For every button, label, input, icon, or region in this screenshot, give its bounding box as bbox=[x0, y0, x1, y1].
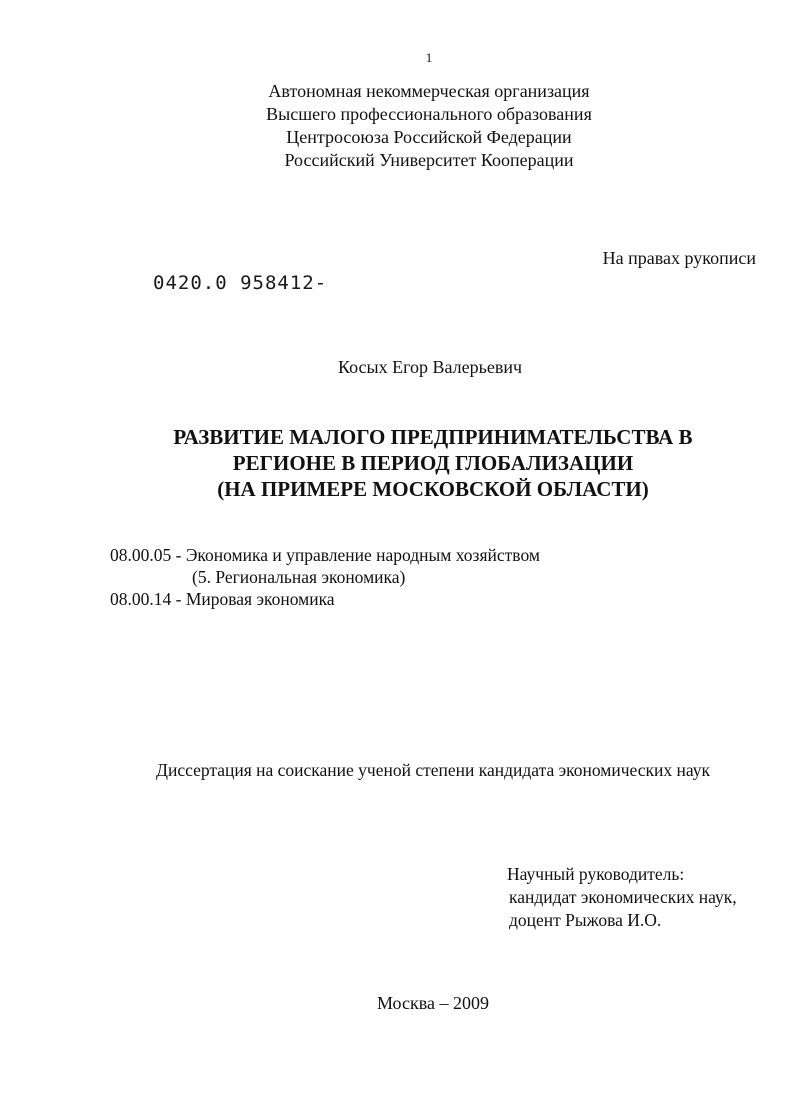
author-name: Косых Егор Валерьевич bbox=[337, 357, 523, 377]
supervisor-degree: кандидат экономических наук, bbox=[509, 887, 737, 907]
degree-statement: Диссертация на соискание ученой степени кандидата экономических наук bbox=[156, 760, 710, 780]
specialty-line: 08.00.05 - Экономика и управление народным хозяйством bbox=[110, 545, 540, 565]
supervisor-name: доцент Рыжова И.О. bbox=[509, 910, 662, 930]
page-number: 1 bbox=[425, 50, 433, 65]
supervisor-block bbox=[507, 863, 737, 932]
dissertation-title bbox=[0, 424, 796, 502]
specialty-subline: (5. Региональная экономика) bbox=[192, 567, 406, 587]
title-line: (НА ПРИМЕРЕ МОСКОВСКОЙ ОБЛАСТИ) bbox=[217, 477, 649, 501]
organization-line: Российский Университет Кооперации bbox=[284, 150, 574, 170]
organization-line: Центросоюза Российской Федерации bbox=[286, 127, 572, 147]
rights-note: На правах рукописи bbox=[602, 248, 756, 268]
specialties bbox=[110, 544, 540, 610]
supervisor-label: Научный руководитель: bbox=[507, 864, 685, 884]
organization-line: Высшего профессионального образования bbox=[266, 104, 592, 124]
title-line: РЕГИОНЕ В ПЕРИОД ГЛОБАЛИЗАЦИИ bbox=[232, 451, 634, 475]
organization-line: Автономная некоммерческая организация bbox=[268, 81, 590, 101]
registration-stamp: 0420.0 958412- bbox=[153, 272, 328, 294]
title-line: РАЗВИТИЕ МАЛОГО ПРЕДПРИНИМАТЕЛЬСТВА В bbox=[173, 425, 693, 449]
city-year: Москва – 2009 bbox=[377, 993, 489, 1013]
specialty-line: 08.00.14 - Мировая экономика bbox=[110, 589, 335, 609]
organization-header bbox=[0, 80, 796, 172]
